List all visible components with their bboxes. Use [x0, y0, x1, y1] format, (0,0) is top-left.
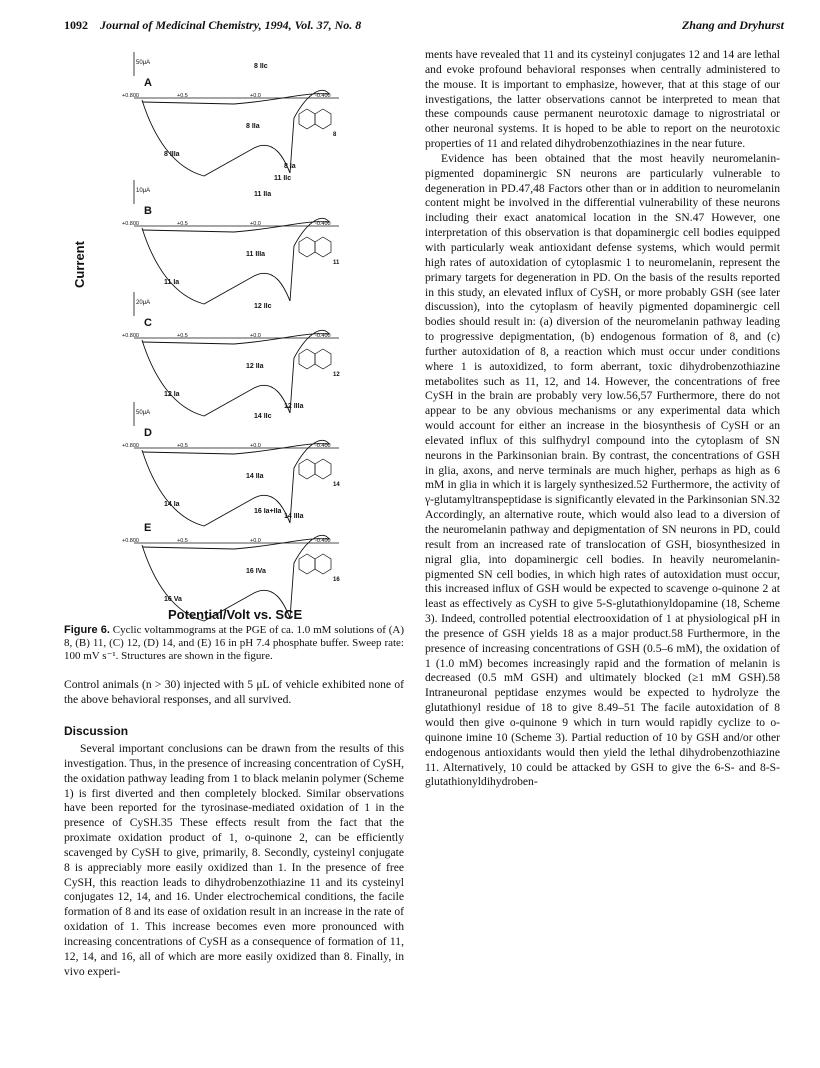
right-paragraph-1: ments have revealed that 11 and its cysteinyl conjugates 12 and 14 are lethal and evoke profound behavioral responses when centrally administered to the mouse. It is important to emphasize, however, that at this stage of our investigations, the latter observations cannot be interpreted to mean that these compounds cause permanent neurotoxic damage to nigrostriatal or other neuronal systems. It is hoped to be able to report on the neurotoxic properties of 11 and related dihydrobenzothiazines in the near future. — [425, 48, 780, 151]
tick-mid1: +0.5 — [177, 221, 188, 227]
tick-start: +0.800 — [122, 333, 139, 339]
peak-label: 11 Ia — [164, 279, 180, 286]
peak-label: 16 IVa — [246, 568, 266, 575]
compound-number: 14 — [333, 482, 340, 488]
structure-ring — [315, 554, 331, 574]
peak-label: 12 IIa — [246, 363, 264, 370]
peak-label: 8 IIc — [254, 63, 268, 70]
tick-start: +0.800 — [122, 538, 139, 544]
panel-letter-a: A — [144, 77, 152, 89]
journal-citation: Journal of Medicinal Chemistry, 1994, Vol. 37, No. 8 — [100, 18, 362, 32]
tick-end: -0.400 — [315, 443, 331, 449]
structure-ring — [299, 349, 315, 369]
tick-start: +0.800 — [122, 443, 139, 449]
right-paragraph-2: Evidence has been obtained that the most heavily neuromelanin-pigmented dopaminergic SN neurons are particularly vulnerable to degeneration in PD.47,48 Factors other than or in addition to neuromelanin content might be involved in the differential vulnerability of these neurons including their exact anatomical location in the SN.47 However, one interpretation of this observation is that dopaminergic cell bodies equipped with particularly weak antioxidant defense systems, which would permit high rates of autoxidation of cytoplasmic 1 to neuromelanin, represent the primary targets for degeneration in PD. On the basis of the results reported in this study, an elevated influx of CySH, or more probably GSH (see later discussion), into the cytoplasm of heavily pigmented dopaminergic cell bodies should result in: (a) diversion of the neuromelanin pathway leading to progressive depigmentation, (b) endogenous formation of 8, and (c) further autoxidation of 8, a reaction which must occur under conditions where 1 is autoxidized, to form aberrant, toxic dihydrobenzothiazine metabolites such as 11, 12, and 14. However, the concentrations of free CySH in the brain are probably very low.56,57 Furthermore, there do not appear to be any obvious mechanisms or any experimental data which would account for either an increase in the biosynthesis of CySH or an elevated influx of this sulfhydryl compound into the cytoplasm of SN neurons in the Parkinsonian brain. By contrast, the concentrations of GSH in glia, axons, and nerve terminals are much higher, perhaps as high as 6 mM in glia in which it is largely synthesized.52 Furthermore, the activity of γ-glutamyltranspeptidase is significantly elevated in the Parkinsonian SN.32 Accordingly, an alternative route, which would also lead to a diversion of the neuromelanin pathway and depigmentation of SN neurons in PD, could result from an increased rate of translocation of GSH, biosynthesized in nigral glia, into dopaminergic cell bodies. In heavily neuromelanin-pigmented SN cell bodies, in which high rates of autoxidation must occur, this increased influx of GSH would be expected to scavenge o-quinone 2 at least as effectively as CySH to give 5-S-glutathionyldopamine (18, Scheme 3). Indeed, controlled potential electrooxidation of 1 at physiological pH in the presence of GSH yields 18 as a major product.58 Furthermore, in the presence of increasing concentrations of GSH (0.5–6 mM), the oxidation of 1 (1.0 mM) becomes increasingly rapid and the formation of melanin is decreased (0.5 mM GSH) and ultimately blocked (≥1 mM GSH).58 Intraneuronal peptidase enzymes would be expected to hydrolyze the glutathionyl residue of 18 to give 8.49–51 The facile autoxidation of 8 would then give o-quinone 9 which in turn would rapidly cyclize to o-quinone imine 10 (Scheme 3). Partial reduction of 10 by GSH and/or other endogenous antioxidants would then yield the lethal dihydrobenzothiazine 11. Alternatively, 10 could be attacked by GSH to give the 6-S- and 8-S-glutathionyldihydroben- — [425, 151, 780, 789]
scale-a: 50μA — [136, 60, 151, 66]
panel-a — [122, 52, 339, 182]
caption-label: Figure 6. — [64, 624, 110, 636]
structure-ring — [315, 349, 331, 369]
x-axis-label: Potential/Volt vs. SCE — [168, 607, 303, 622]
peak-label: 11 IIc — [274, 175, 292, 182]
right-column — [425, 48, 780, 790]
structure-ring — [299, 459, 315, 479]
tick-end: -0.400 — [315, 221, 331, 227]
tick-mid2: +0.0 — [250, 221, 261, 227]
peak-label: 8 IIa — [246, 123, 260, 130]
figure-caption — [64, 624, 404, 664]
running-authors: Zhang and Dryhurst — [681, 18, 784, 32]
tick-start: +0.800 — [122, 221, 139, 227]
tick-end: -0.400 — [315, 333, 331, 339]
structure-ring — [299, 237, 315, 257]
tick-mid1: +0.5 — [177, 93, 188, 99]
tick-end: -0.400 — [315, 538, 331, 544]
control-paragraph: Control animals (n > 30) injected with 5 μL of vehicle exhibited none of the above behavioral responses, and all survived. — [64, 678, 404, 706]
peak-label: 14 Ia — [164, 501, 180, 508]
tick-mid2: +0.0 — [250, 93, 261, 99]
peak-label: 16 Va — [164, 596, 182, 603]
peak-label: 8 IIIa — [164, 151, 180, 158]
panel-d — [122, 402, 340, 526]
structure-ring — [315, 237, 331, 257]
caption-text: Cyclic voltammograms at the PGE of ca. 1.0 mM solutions of (A) 8, (B) 11, (C) 12, (D) 14, and (E) 16 in pH 7.4 phosphate buffer. Sweep rate: 100 mV s⁻¹. Structures are shown in the figure. — [64, 624, 405, 663]
scale-b: 10μA — [136, 188, 151, 194]
compound-number: 12 — [333, 372, 340, 378]
peak-label: 14 IIIa — [284, 513, 304, 520]
tick-mid2: +0.0 — [250, 443, 261, 449]
panel-letter-d: D — [144, 427, 152, 439]
structure-ring — [315, 109, 331, 129]
peak-label: 11 IIIa — [246, 251, 266, 258]
scale-c: 20μA — [136, 300, 151, 306]
tick-mid1: +0.5 — [177, 333, 188, 339]
panel-letter-c: C — [144, 317, 152, 329]
structure-ring — [299, 554, 315, 574]
tick-start: +0.800 — [122, 93, 139, 99]
tick-mid2: +0.0 — [250, 538, 261, 544]
compound-number: 16 — [333, 577, 340, 583]
cv-trace-a — [142, 90, 329, 176]
peak-label: 12 Ia — [164, 391, 180, 398]
peak-label: 14 IIa — [246, 473, 264, 480]
page-header — [64, 18, 784, 40]
tick-mid1: +0.5 — [177, 538, 188, 544]
tick-mid2: +0.0 — [250, 333, 261, 339]
peak-label: 8 Ia — [284, 163, 296, 170]
structure-ring — [299, 109, 315, 129]
tick-mid1: +0.5 — [177, 443, 188, 449]
figure-6-voltammograms — [64, 46, 404, 626]
compound-number: 8 — [333, 132, 337, 138]
discussion-paragraph: Several important conclusions can be drawn from the results of this investigation. Thus, in the presence of increasing concentration of CySH, the oxidation pathway leading from 1 to black melanin polymer (Scheme 1) is first diverted and then completely blocked. Similar observations have been reported for the tyrosinase-mediated oxidation of 1 in the presence of CySH.35 These effects result from the fact that the proximate oxidation product of 1, o-quinone 2, can be efficiently scavenged by CySH to give, primarily, 8. Secondly, cysteinyl conjugate 8 is appreciably more easily oxidized than 1. In the presence of free CySH, this reaction leads to dihydrobenzothiazine 11 and its cysteinyl conjugates 12, 14, and 16. Under electrochemical conditions, the facile formation of 8 and its ease of oxidation result in an increase in the rate of oxidation of 1. This increase becomes even more pronounced with increasing concentrations of CySH as a consequence of formation of 11, 12, 14, and 16, all of which are more easily oxidized than 8. Finally, in vivo experi- — [64, 742, 404, 978]
panel-b — [122, 180, 340, 304]
panel-e — [122, 508, 340, 621]
peak-label: 14 IIc — [254, 413, 272, 420]
panel-c — [122, 292, 340, 416]
panel-letter-b: B — [144, 205, 152, 217]
peak-label: 11 IIa — [254, 191, 272, 198]
tick-end: -0.400 — [315, 93, 331, 99]
peak-label: 12 IIc — [254, 303, 272, 310]
cv-trace-b — [142, 218, 329, 304]
discussion-heading: Discussion — [64, 724, 129, 738]
peak-label: 16 Ia+IIa — [254, 508, 282, 515]
voltammogram-plot — [64, 46, 404, 626]
compound-number: 11 — [333, 260, 340, 266]
y-axis-label: Current — [72, 241, 87, 288]
peak-label: 12 IIIa — [284, 403, 304, 410]
scale-d: 50μA — [136, 410, 151, 416]
structure-ring — [315, 459, 331, 479]
panel-letter-e: E — [144, 522, 152, 534]
page-number: 1092 — [64, 18, 88, 32]
